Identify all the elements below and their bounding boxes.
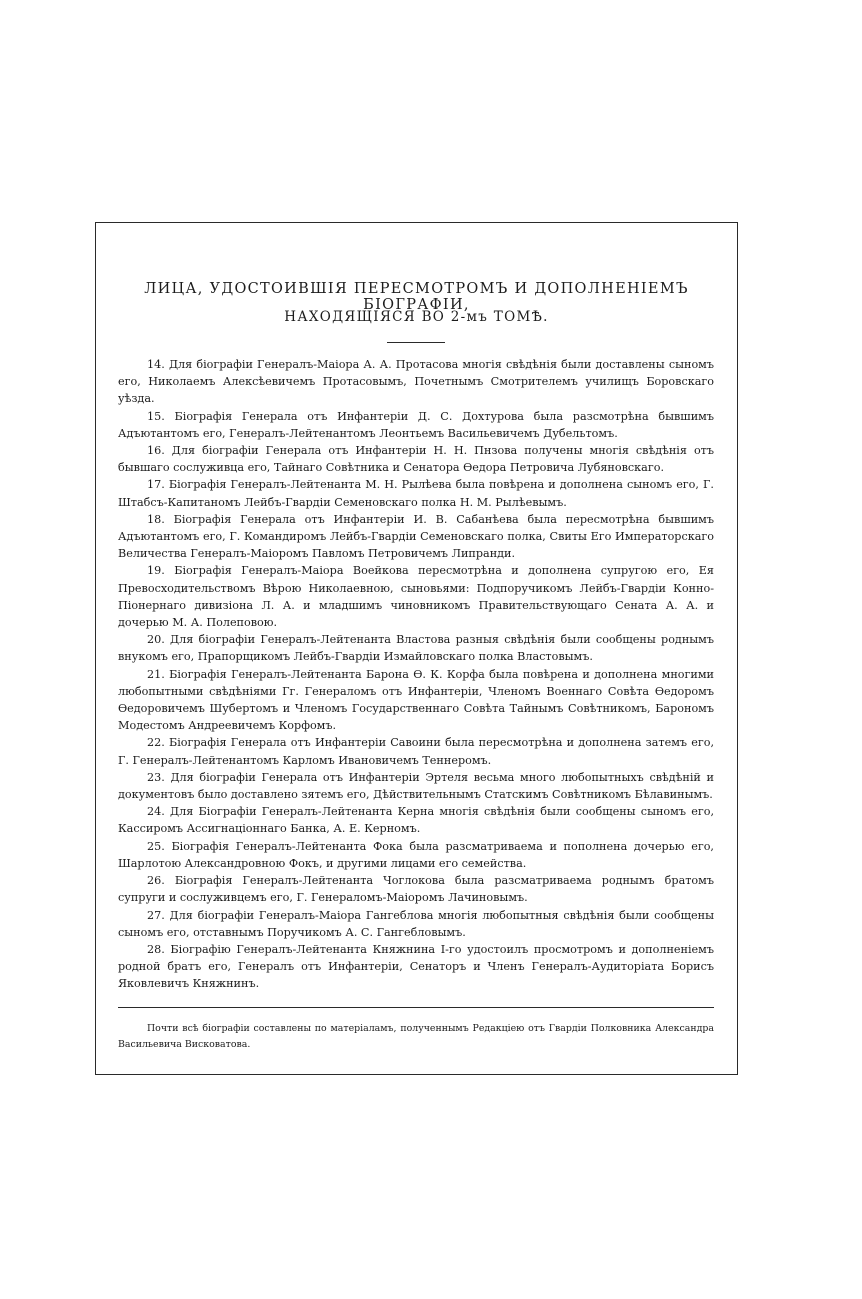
entry-27: 27. Для біографіи Генералъ-Маіора Гангеблова многія любопытныя свѣдѣнія были сообщены сыномъ его, отставнымъ Поручикомъ А. С. Гангебловымъ.	[118, 908, 714, 939]
entry-21: 21. Біографія Генералъ-Лейтенанта Барона Ѳ. К. Корфа была повѣрена и дополнена многими любопытными свѣдѣніями Гг. Генераломъ отъ Инфантеріи, Членомъ Военнаго Совѣта Ѳедоромъ Ѳедоровичемъ Шубертомъ и Членомъ Государственнаго Совѣта Тайнымъ Совѣтникомъ, Барономъ Модестомъ Андреевичемъ Корфомъ.	[118, 667, 714, 733]
footnote-divider	[118, 1007, 714, 1008]
entry-19: 19. Біографія Генералъ-Маіора Воейкова пересмотрѣна и дополнена супругою его, Ея Превосходительствомъ Вѣрою Николаевною, сыновьями: Подпоручикомъ Лейбъ-Гвардіи Конно-Піонернаго дивизіона Л. А. и младшимъ чиновникомъ Правительствующаго Сената А. А. и дочерью М. А. Полеповою.	[118, 564, 714, 630]
entry-list	[118, 356, 714, 993]
page-subtitle: НАХОДЯЩІЯСЯ ВО 2-мъ ТОМѢ.	[284, 309, 549, 325]
entry-26: 26. Біографія Генералъ-Лейтенанта Чоглокова была разсматриваема роднымъ братомъ супруги и сослуживцемъ его, Г. Генераломъ-Маіоромъ Лачиновымъ.	[118, 874, 714, 905]
entry-20: 20. Для біографіи Генералъ-Лейтенанта Властова разныя свѣдѣнія были сообщены роднымъ внукомъ его, Прапорщикомъ Лейбъ-Гвардіи Измайловскаго полка Властовымъ.	[118, 633, 714, 664]
footnote: Почти всѣ біографіи составлены по матеріаламъ, полученнымъ Редакціею отъ Гвардіи Полковника Александра Васильевича Висковатова.	[118, 1023, 714, 1050]
page-title: ЛИЦА, УДОСТОИВШІЯ ПЕРЕСМОТРОМЪ И ДОПОЛНЕНІЕМЪ БІОГРАФІИ,	[144, 281, 689, 313]
entry-18: 18. Біографія Генерала отъ Инфантеріи И. В. Сабанѣева была пересмотрѣна бывшимъ Адъютантомъ его, Г. Командиромъ Лейбъ-Гвардіи Семеновскаго полка, Свиты Его Императорскаго Величества Генералъ-Маіоромъ Павломъ Петровичемъ Липранди.	[118, 512, 714, 561]
page-frame	[95, 222, 738, 1075]
entry-23: 23. Для біографіи Генерала отъ Инфантеріи Эртеля весьма много любопытныхъ свѣдѣній и документовъ было доставлено зятемъ его, Дѣйствительнымъ Статскимъ Совѣтникомъ Бѣлавинымъ.	[118, 770, 714, 802]
title-divider	[387, 342, 445, 343]
entry-22: 22. Біографія Генерала отъ Инфантеріи Савоини была пересмотрѣна и дополнена затемъ его, Г. Генералъ-Лейтенантомъ Карломъ Ивановичемъ Теннеромъ.	[118, 736, 714, 767]
entry-16: 16. Для біографіи Генерала отъ Инфантеріи Н. Н. Пнзова получены многія свѣдѣнія отъ бывшаго сослуживца его, Тайнаго Совѣтника и Сенатора Ѳедора Петровича Лубяновскаго.	[118, 444, 714, 475]
entry-17: 17. Біографія Генералъ-Лейтенанта М. Н. Рылѣева была повѣрена и дополнена сыномъ его, Г. Штабсъ-Капитаномъ Лейбъ-Гвардіи Семеновскаго полка Н. М. Рылѣевымъ.	[118, 478, 714, 509]
entry-14: 14. Для біографіи Генералъ-Маіора А. А. Протасова многія свѣдѣнія были доставлены сыномъ его, Николаемъ Алексѣевичемъ Протасовымъ, Почетнымъ Смотрителемъ училищъ Боровскаго уѣзда.	[118, 358, 714, 406]
entry-24: 24. Для Біографіи Генералъ-Лейтенанта Керна многія свѣдѣнія были сообщены сыномъ его, Кассиромъ Ассигнаціоннаго Банка, А. Е. Керномъ.	[118, 805, 714, 836]
entry-15: 15. Біографія Генерала отъ Инфантеріи Д. С. Дохтурова была разсмотрѣна бывшимъ Адъютантомъ его, Генералъ-Лейтенантомъ Леонтьемъ Васильевичемъ Дубельтомъ.	[118, 409, 714, 440]
entry-28: 28. Біографію Генералъ-Лейтенанта Княжнина I-го удостоилъ просмотромъ и дополненіемъ родной братъ его, Генералъ отъ Инфантеріи, Сенаторъ и Членъ Генералъ-Аудиторіата Борисъ Яковлевичъ Княжнинъ.	[118, 942, 714, 991]
entry-25: 25. Біографія Генералъ-Лейтенанта Фока была разсматриваема и пополнена дочерью его, Шарлотою Александровною Фокъ, и другими лицами его семейства.	[118, 839, 714, 870]
